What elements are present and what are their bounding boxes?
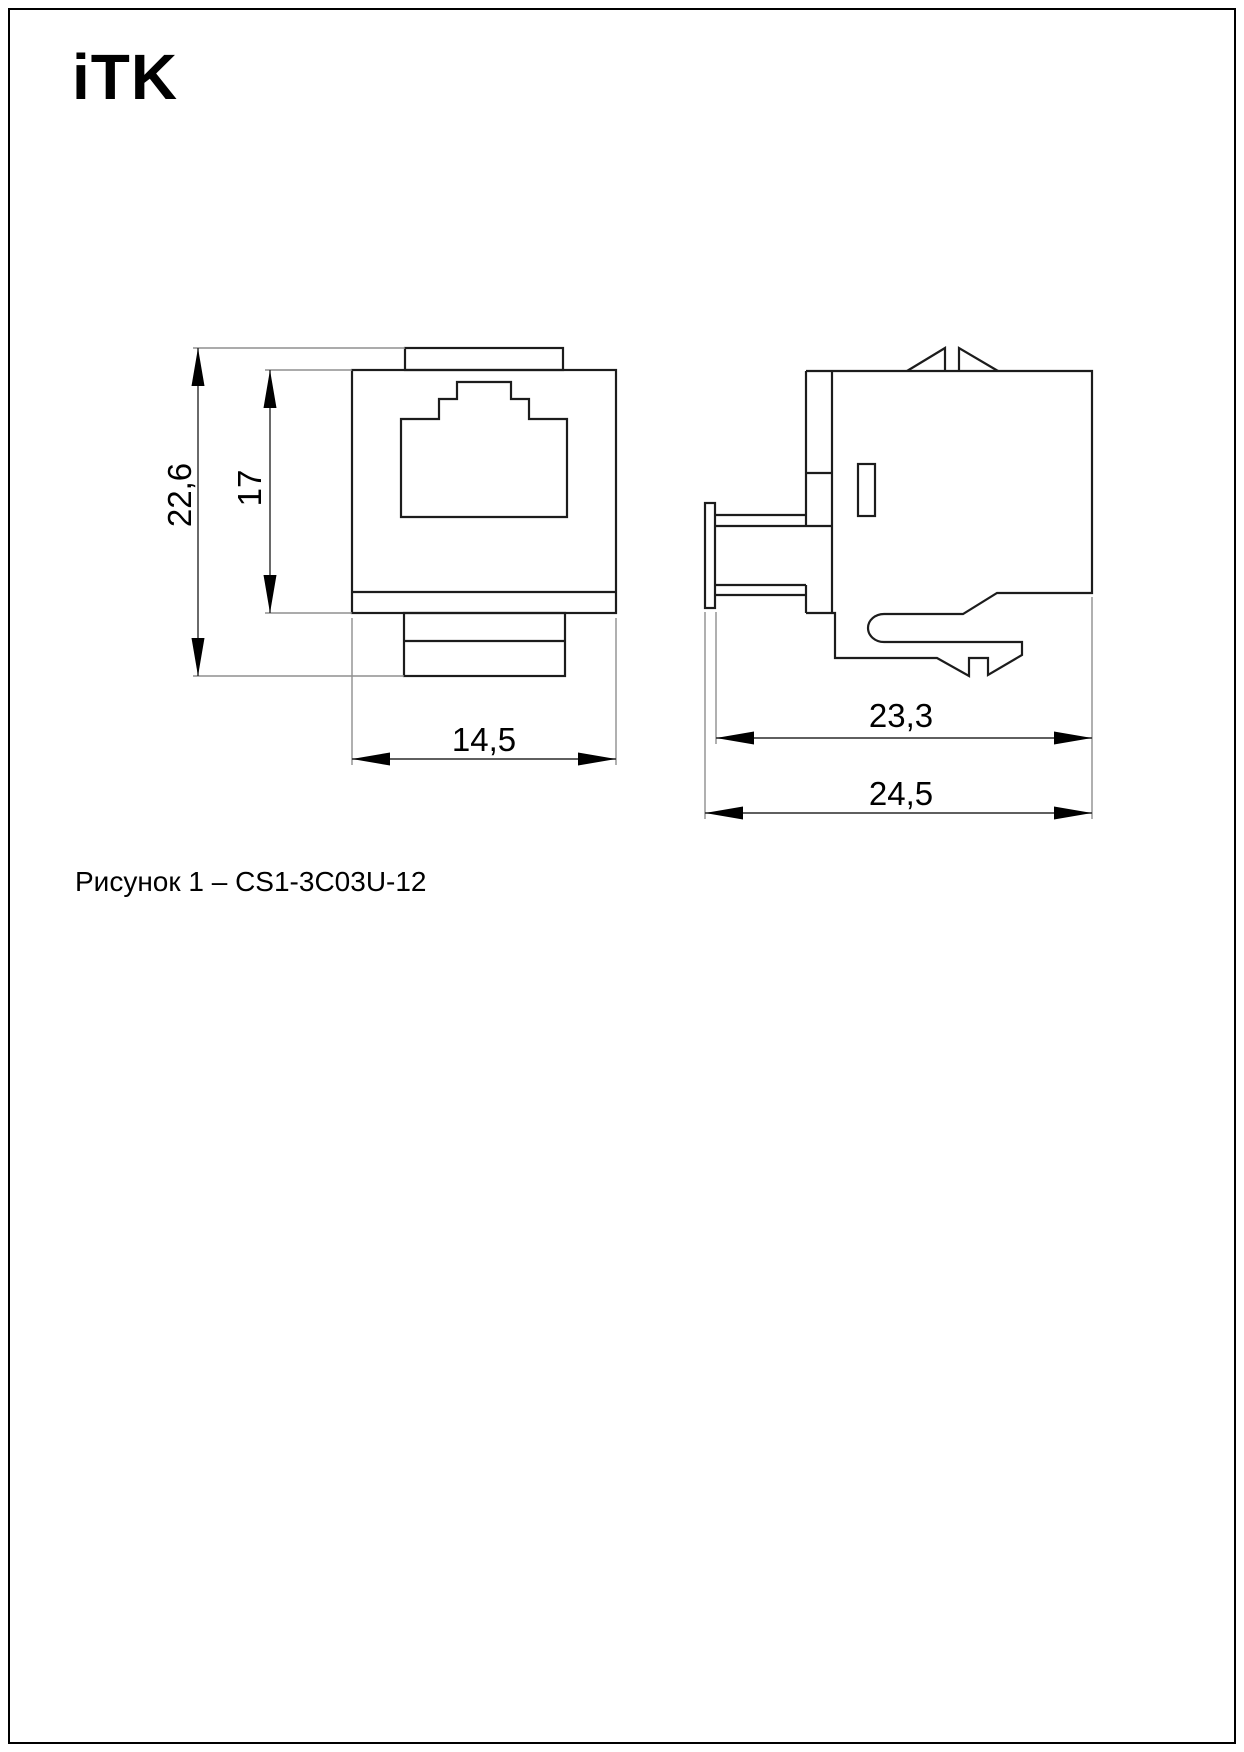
dim-label-opening-height: 17: [231, 469, 268, 507]
front-view: [161, 348, 616, 766]
arrowhead-down-icon: [264, 575, 277, 613]
arrowhead-left-icon: [352, 753, 390, 766]
arrowhead-left-icon: [705, 807, 743, 820]
front-bottom-tab: [404, 613, 565, 676]
side-body-outline: [806, 371, 1092, 614]
arrowhead-left-icon: [716, 732, 754, 745]
dim-label-overall-depth: 24,5: [868, 775, 934, 812]
figure-caption: Рисунок 1 – CS1-3C03U-12: [75, 866, 427, 897]
front-top-tab: [405, 348, 563, 370]
side-top-wedge-right: [959, 348, 998, 371]
arrowhead-right-icon: [578, 753, 616, 766]
dim-label-overall-height: 22,6: [161, 462, 198, 528]
side-slot-detail: [858, 464, 875, 516]
side-top-wedge-left: [907, 348, 945, 371]
arrowhead-up-icon: [192, 348, 205, 386]
dim-label-body-depth: 23,3: [868, 697, 934, 734]
front-body: [352, 370, 616, 613]
side-latch-arm: [806, 613, 1022, 676]
arrowhead-down-icon: [192, 638, 205, 676]
itk-logo: iTK: [72, 41, 179, 113]
arrowhead-up-icon: [264, 370, 277, 408]
side-flange: [705, 503, 715, 608]
side-view: [705, 348, 1092, 820]
dim-label-width: 14,5: [451, 721, 517, 758]
arrowhead-right-icon: [1054, 807, 1092, 820]
arrowhead-right-icon: [1054, 732, 1092, 745]
rj45-opening: [401, 382, 567, 517]
